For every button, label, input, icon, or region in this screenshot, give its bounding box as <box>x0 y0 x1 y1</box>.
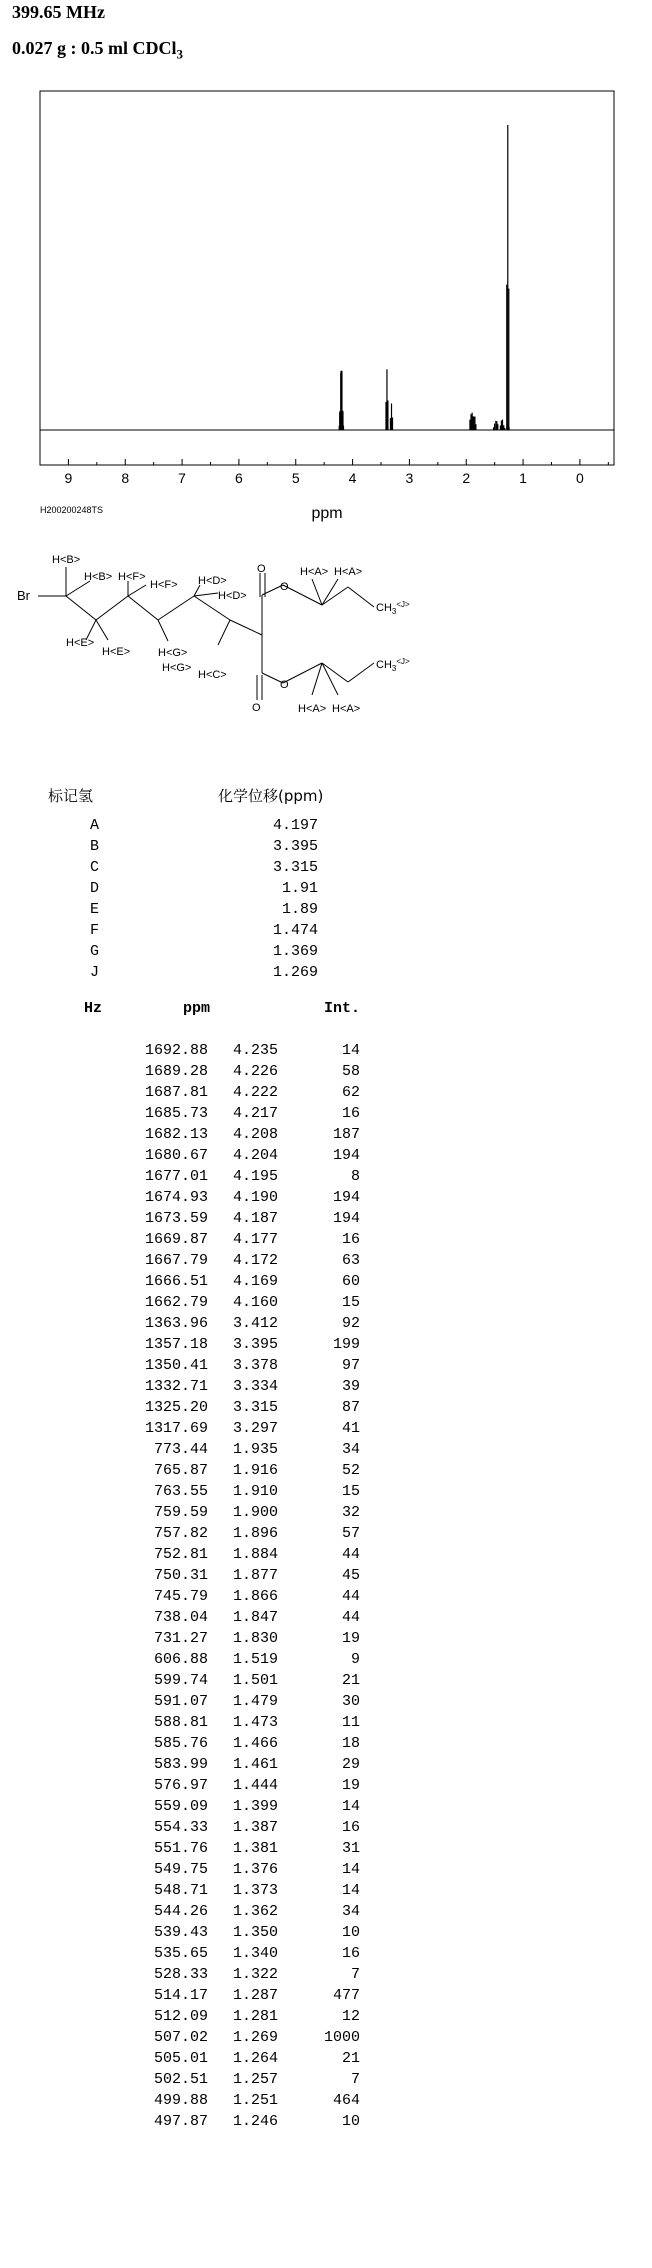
assignment-label: B <box>90 838 100 855</box>
peak-intensity: 16 <box>341 1945 360 1962</box>
x-axis-ticks <box>65 459 609 486</box>
peak-hz: 773.44 <box>153 1441 208 1458</box>
assignment-label: C <box>90 859 100 876</box>
peak-row <box>40 1420 360 1441</box>
peak-ppm: 1.387 <box>232 1819 278 1836</box>
peak-ppm: 3.412 <box>232 1315 278 1332</box>
assignment-shift: 4.197 <box>272 817 318 834</box>
sample-main: 0.027 g : 0.5 ml CDCl <box>12 38 177 58</box>
peak-ppm: 1.830 <box>232 1630 278 1647</box>
peak-intensity: 19 <box>341 1777 360 1794</box>
peak-row <box>40 1084 360 1105</box>
peak-intensity: 97 <box>341 1357 360 1374</box>
peak-ppm: 4.187 <box>232 1210 278 1227</box>
peak-intensity: 477 <box>332 1987 360 2004</box>
assignment-row <box>48 964 368 985</box>
peak-hz: 514.17 <box>153 1987 208 2004</box>
peak-intensity: 44 <box>341 1546 360 1563</box>
assignment-row <box>48 880 368 901</box>
assignment-row <box>48 922 368 943</box>
methyl-bottom: $CH_3^{<J>}$ <box>376 657 410 673</box>
peak-hz: 1350.41 <box>144 1357 208 1374</box>
peak-hz: 591.07 <box>153 1693 208 1710</box>
peak-hz: 1677.01 <box>144 1168 208 1185</box>
peak-header-hz: Hz <box>83 1000 102 1017</box>
assignment-shift: 1.369 <box>272 943 318 960</box>
peak-row <box>40 1189 360 1210</box>
peak-intensity: 15 <box>341 1294 360 1311</box>
peak-hz: 1667.79 <box>144 1252 208 1269</box>
assignment-shift: 1.91 <box>281 880 318 897</box>
peak-hz: 559.09 <box>153 1798 208 1815</box>
assignment-label: D <box>90 880 100 897</box>
peak-hz: 599.74 <box>153 1672 208 1689</box>
peak-intensity: 21 <box>341 2050 360 2067</box>
peak-ppm: 1.269 <box>232 2029 278 2046</box>
peak-ppm: 1.884 <box>232 1546 278 1563</box>
x-tick-label: 8 <box>121 470 130 486</box>
peak-intensity: 87 <box>341 1399 360 1416</box>
peak-intensity: 63 <box>341 1252 360 1269</box>
peak-hz: 1662.79 <box>144 1294 208 1311</box>
h-label-e2: H<E> <box>102 646 131 658</box>
peak-ppm: 1.877 <box>232 1567 278 1584</box>
peak-row <box>40 1735 360 1756</box>
peak-ppm: 3.395 <box>232 1336 278 1353</box>
assignment-shift: 1.474 <box>272 922 318 939</box>
peak-ppm: 4.222 <box>232 1084 278 1101</box>
peak-hz: 765.87 <box>153 1462 208 1479</box>
peak-ppm: 1.479 <box>232 1693 278 1710</box>
peak-hz: 752.81 <box>153 1546 208 1563</box>
peak-hz: 1682.13 <box>144 1126 208 1143</box>
peak-row <box>40 1063 360 1084</box>
peak-ppm: 1.501 <box>232 1672 278 1689</box>
peak-intensity: 10 <box>341 2113 360 2130</box>
peak-ppm: 1.246 <box>232 2113 278 2130</box>
h-label-a2: H<A> <box>334 566 363 578</box>
peak-hz: 1357.18 <box>144 1336 208 1353</box>
peak-ppm: 1.896 <box>232 1525 278 1542</box>
plot-frame <box>40 91 614 465</box>
peak-ppm: 1.376 <box>232 1861 278 1878</box>
peak-ppm: 3.315 <box>232 1399 278 1416</box>
peak-hz: 1666.51 <box>144 1273 208 1290</box>
peak-row <box>40 1777 360 1798</box>
peak-hz: 528.33 <box>153 1966 208 1983</box>
peak-row <box>40 1462 360 1483</box>
peak-hz: 1692.88 <box>144 1042 208 1059</box>
peak-row <box>40 1714 360 1735</box>
peak-ppm: 1.362 <box>232 1903 278 1920</box>
assignment-header-label: 标记氢 <box>48 787 94 805</box>
peak-ppm: 4.204 <box>232 1147 278 1164</box>
spectrometer-frequency: 399.65 MHz <box>12 2 105 22</box>
assignment-label: E <box>90 901 100 918</box>
peak-hz: 757.82 <box>153 1525 208 1542</box>
peak-ppm: 4.208 <box>232 1126 278 1143</box>
peak-ppm: 1.373 <box>232 1882 278 1899</box>
peak-hz: 1317.69 <box>144 1420 208 1437</box>
peak-intensity: 16 <box>341 1819 360 1836</box>
peak-row <box>40 1861 360 1882</box>
h-label-b2: H<B> <box>84 571 113 583</box>
peak-row <box>40 1588 360 1609</box>
peak-row <box>40 1168 360 1189</box>
peak-intensity: 11 <box>341 1714 360 1731</box>
peak-row <box>40 1294 360 1315</box>
assignment-label: G <box>90 943 100 960</box>
x-tick-label: 0 <box>576 470 584 486</box>
peak-intensity: 14 <box>341 1042 360 1059</box>
peak-hz: 507.02 <box>153 2029 208 2046</box>
peak-hz: 539.43 <box>153 1924 208 1941</box>
peak-ppm: 1.900 <box>232 1504 278 1521</box>
peak-hz: 1674.93 <box>144 1189 208 1206</box>
peak-ppm: 1.473 <box>232 1714 278 1731</box>
peak-row <box>40 1798 360 1819</box>
x-tick-label: 4 <box>348 470 357 486</box>
peak-hz: 549.75 <box>153 1861 208 1878</box>
peak-hz: 738.04 <box>153 1609 208 1626</box>
peak-intensity: 7 <box>350 2071 360 2088</box>
peak-hz: 585.76 <box>153 1735 208 1752</box>
peak-intensity: 58 <box>341 1063 360 1080</box>
peak-row <box>40 1399 360 1420</box>
peak-intensity: 194 <box>332 1210 360 1227</box>
assignment-label: A <box>90 817 100 834</box>
h-label-a4: H<A> <box>332 703 361 715</box>
peak-ppm: 3.378 <box>232 1357 278 1374</box>
peak-ppm: 4.217 <box>232 1105 278 1122</box>
peak-lines <box>339 125 509 430</box>
peak-ppm: 1.519 <box>232 1651 278 1668</box>
peak-hz: 1332.71 <box>144 1378 208 1395</box>
peak-ppm: 4.172 <box>232 1252 278 1269</box>
peak-row <box>40 1672 360 1693</box>
peak-row <box>40 2071 360 2092</box>
peak-intensity: 16 <box>341 1105 360 1122</box>
carbonyl-oxygen-top: O <box>257 563 266 575</box>
peak-hz: 544.26 <box>153 1903 208 1920</box>
peak-hz: 588.81 <box>153 1714 208 1731</box>
h-label-f2: H<F> <box>150 579 178 591</box>
peak-intensity: 16 <box>341 1231 360 1248</box>
peak-ppm: 1.281 <box>232 2008 278 2025</box>
peak-hz: 750.31 <box>153 1567 208 1584</box>
assignment-header-shift: 化学位移(ppm) <box>218 787 324 805</box>
h-label-g2: H<G> <box>158 647 188 659</box>
peak-row <box>40 1609 360 1630</box>
x-tick-label: 9 <box>64 470 73 486</box>
peak-intensity: 18 <box>341 1735 360 1752</box>
peak-ppm: 1.916 <box>232 1462 278 1479</box>
peak-hz: 1325.20 <box>144 1399 208 1416</box>
sample-description <box>12 38 183 63</box>
peak-row <box>40 1840 360 1861</box>
peak-row <box>40 1126 360 1147</box>
peak-hz: 763.55 <box>153 1483 208 1500</box>
sample-subscript: 3 <box>176 46 183 62</box>
h-label-a1: H<A> <box>300 566 329 578</box>
peak-intensity: 44 <box>341 1588 360 1605</box>
assignment-shift: 3.315 <box>272 859 318 876</box>
peak-hz: 1689.28 <box>144 1063 208 1080</box>
peak-row <box>40 1882 360 1903</box>
peak-hz: 497.87 <box>153 2113 208 2130</box>
peak-row <box>40 1252 360 1273</box>
peak-ppm: 4.235 <box>232 1042 278 1059</box>
peak-hz: 499.88 <box>153 2092 208 2109</box>
peak-intensity: 32 <box>341 1504 360 1521</box>
h-label-b1: H<B> <box>52 554 81 566</box>
h-label-a3: H<A> <box>298 703 327 715</box>
peak-hz: 759.59 <box>153 1504 208 1521</box>
peak-ppm: 3.334 <box>232 1378 278 1395</box>
peak-hz: 502.51 <box>153 2071 208 2088</box>
h-label-f1: H<F> <box>118 571 146 583</box>
peak-ppm: 4.160 <box>232 1294 278 1311</box>
peak-ppm: 1.381 <box>232 1840 278 1857</box>
h-label-d1: H<D> <box>198 575 227 587</box>
ester-oxygen-bottom: O <box>280 679 289 691</box>
assignment-label: J <box>90 964 100 981</box>
peak-row <box>40 1630 360 1651</box>
molecule-structure <box>0 545 652 755</box>
peak-row <box>40 1483 360 1504</box>
peak-ppm: 4.195 <box>232 1168 278 1185</box>
peak-intensity: 19 <box>341 1630 360 1647</box>
peak-ppm: 1.322 <box>232 1966 278 1983</box>
assignment-shift: 1.269 <box>272 964 318 981</box>
peak-ppm: 4.169 <box>232 1273 278 1290</box>
peak-ppm: 1.264 <box>232 2050 278 2067</box>
h-label-d2: H<D> <box>218 590 247 602</box>
peak-row <box>40 1273 360 1294</box>
x-tick-label: 7 <box>178 470 186 486</box>
x-axis-label: ppm <box>311 505 343 522</box>
peak-intensity: 15 <box>341 1483 360 1500</box>
peak-intensity: 41 <box>341 1420 360 1437</box>
peak-row <box>40 1441 360 1462</box>
peak-intensity: 8 <box>350 1168 360 1185</box>
h-label-c: H<C> <box>198 669 227 681</box>
peak-intensity: 9 <box>350 1651 360 1668</box>
peak-intensity: 57 <box>341 1525 360 1542</box>
peak-intensity: 34 <box>341 1903 360 1920</box>
peak-row <box>40 2050 360 2071</box>
peak-ppm: 1.866 <box>232 1588 278 1605</box>
peak-intensity: 14 <box>341 1861 360 1878</box>
peak-hz: 1669.87 <box>144 1231 208 1248</box>
x-tick-label: 2 <box>462 470 471 486</box>
peak-hz: 554.33 <box>153 1819 208 1836</box>
peak-ppm: 3.297 <box>232 1420 278 1437</box>
assignment-row <box>48 859 368 880</box>
assignment-row <box>48 817 368 838</box>
peak-ppm: 1.847 <box>232 1609 278 1626</box>
peak-hz: 551.76 <box>153 1840 208 1857</box>
x-tick-label: 3 <box>405 470 414 486</box>
peak-intensity: 194 <box>332 1147 360 1164</box>
peak-row <box>40 1546 360 1567</box>
peak-hz: 1680.67 <box>144 1147 208 1164</box>
x-tick-label: 5 <box>291 470 300 486</box>
peak-intensity: 199 <box>332 1336 360 1353</box>
assignment-shift: 3.395 <box>272 838 318 855</box>
peak-ppm: 1.461 <box>232 1756 278 1773</box>
peak-ppm: 4.177 <box>232 1231 278 1248</box>
peak-row <box>40 1924 360 1945</box>
peak-row <box>40 1315 360 1336</box>
peak-row <box>40 1357 360 1378</box>
peak-row <box>40 1378 360 1399</box>
peak-row <box>40 2029 360 2050</box>
peak-intensity: 34 <box>341 1441 360 1458</box>
peak-hz: 583.99 <box>153 1756 208 1773</box>
peak-row <box>40 1042 360 1063</box>
peak-row <box>40 1966 360 1987</box>
peak-intensity: 1000 <box>323 2029 360 2046</box>
nmr-spectrum-chart <box>0 85 652 535</box>
peak-ppm: 4.190 <box>232 1189 278 1206</box>
peak-intensity: 194 <box>332 1189 360 1206</box>
assignment-shift: 1.89 <box>281 901 318 918</box>
peak-hz: 505.01 <box>153 2050 208 2067</box>
peak-row <box>40 2113 360 2134</box>
peak-hz: 1363.96 <box>144 1315 208 1332</box>
peak-row <box>40 1147 360 1168</box>
peak-row <box>40 1903 360 1924</box>
peak-row <box>40 2008 360 2029</box>
peak-intensity: 464 <box>332 2092 360 2109</box>
peak-intensity: 14 <box>341 1798 360 1815</box>
peak-intensity: 39 <box>341 1378 360 1395</box>
h-label-e1: H<E> <box>66 637 95 649</box>
h-label-g1: H<G> <box>162 662 192 674</box>
carbonyl-oxygen-bottom: O <box>252 702 261 714</box>
peak-ppm: 1.340 <box>232 1945 278 1962</box>
peak-header-ppm: ppm <box>182 1000 210 1017</box>
peak-intensity: 21 <box>341 1672 360 1689</box>
peak-row <box>40 1336 360 1357</box>
peak-hz: 576.97 <box>153 1777 208 1794</box>
peak-intensity: 29 <box>341 1756 360 1773</box>
peak-hz: 548.71 <box>153 1882 208 1899</box>
assignment-row <box>48 901 368 922</box>
ester-oxygen-top: O <box>280 581 289 593</box>
peak-ppm: 1.444 <box>232 1777 278 1794</box>
peak-hz: 745.79 <box>153 1588 208 1605</box>
peak-intensity: 10 <box>341 1924 360 1941</box>
peak-ppm: 1.910 <box>232 1483 278 1500</box>
peak-ppm: 4.226 <box>232 1063 278 1080</box>
peak-intensity: 187 <box>332 1126 360 1143</box>
methyl-top: $CH_3^{<J>}$ <box>376 600 410 616</box>
peak-intensity: 62 <box>341 1084 360 1101</box>
peak-row <box>40 1105 360 1126</box>
peak-intensity: 14 <box>341 1882 360 1899</box>
peak-hz: 512.09 <box>153 2008 208 2025</box>
assignment-row <box>48 838 368 859</box>
bromine-atom: Br <box>17 588 30 603</box>
peak-hz: 731.27 <box>153 1630 208 1647</box>
x-tick-label: 1 <box>519 470 527 486</box>
peak-header-int: Int. <box>323 1000 360 1017</box>
peak-row <box>40 1525 360 1546</box>
peak-intensity: 31 <box>341 1840 360 1857</box>
peak-row <box>40 1567 360 1588</box>
spectrum-code: H200200248TS <box>40 505 104 515</box>
peak-row <box>40 1987 360 2008</box>
x-tick-label: 6 <box>235 470 243 486</box>
peak-intensity: 12 <box>341 2008 360 2025</box>
peak-ppm: 1.399 <box>232 1798 278 1815</box>
peak-row <box>40 1504 360 1525</box>
peak-ppm: 1.350 <box>232 1924 278 1941</box>
peak-hz: 606.88 <box>153 1651 208 1668</box>
peak-hz: 1685.73 <box>144 1105 208 1122</box>
peak-row <box>40 1231 360 1252</box>
peak-intensity: 44 <box>341 1609 360 1626</box>
peak-row <box>40 1693 360 1714</box>
peak-ppm: 1.251 <box>232 2092 278 2109</box>
peak-hz: 1673.59 <box>144 1210 208 1227</box>
peak-intensity: 52 <box>341 1462 360 1479</box>
peak-row <box>40 1945 360 1966</box>
peak-intensity: 30 <box>341 1693 360 1710</box>
assignment-row <box>48 943 368 964</box>
peak-row <box>40 1756 360 1777</box>
peak-row <box>40 1819 360 1840</box>
peak-ppm: 1.466 <box>232 1735 278 1752</box>
peak-hz: 535.65 <box>153 1945 208 1962</box>
peak-row <box>40 1651 360 1672</box>
peak-hz: 1687.81 <box>144 1084 208 1101</box>
peak-intensity: 92 <box>341 1315 360 1332</box>
peak-intensity: 60 <box>341 1273 360 1290</box>
peak-ppm: 1.935 <box>232 1441 278 1458</box>
peak-intensity: 45 <box>341 1567 360 1584</box>
peak-ppm: 1.257 <box>232 2071 278 2088</box>
peak-row <box>40 2092 360 2113</box>
peak-ppm: 1.287 <box>232 1987 278 2004</box>
peak-intensity: 7 <box>350 1966 360 1983</box>
peak-row <box>40 1210 360 1231</box>
assignment-label: F <box>90 922 100 939</box>
